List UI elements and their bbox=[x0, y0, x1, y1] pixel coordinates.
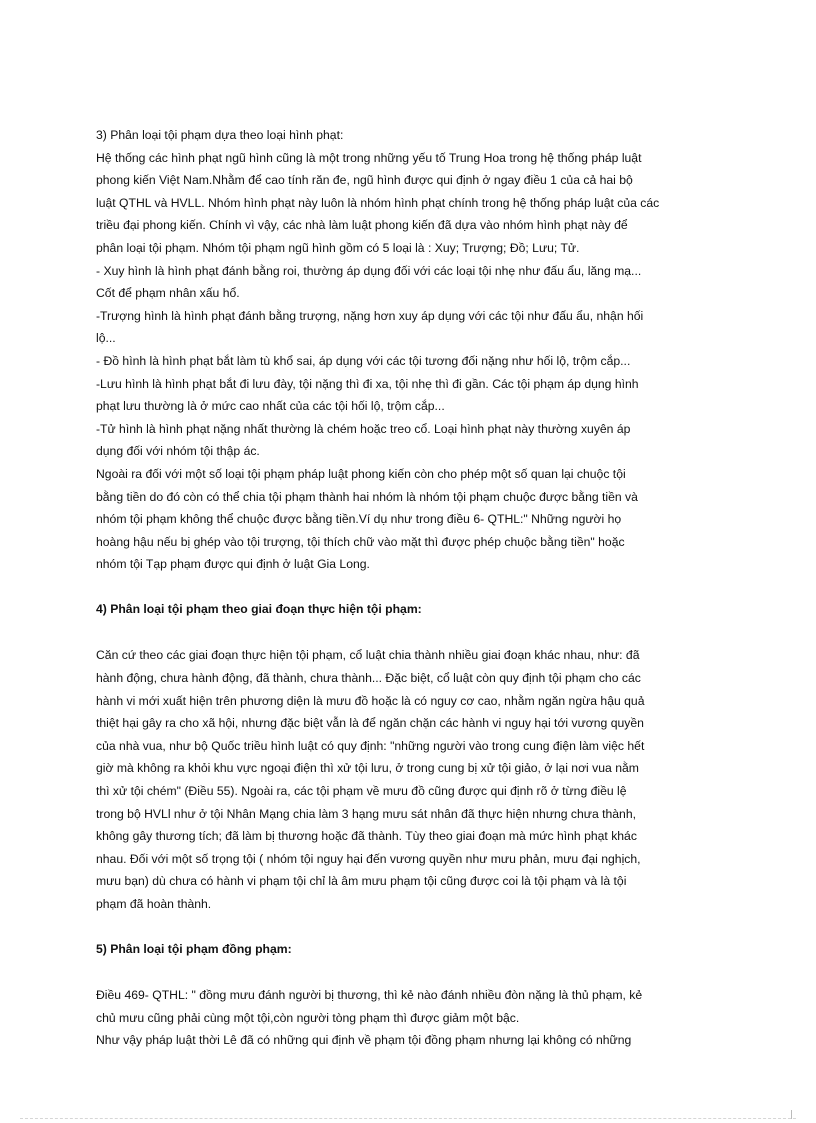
paragraph-line: bằng tiền do đó còn có thể chia tội phạm thành hai nhóm là nhóm tội phạm chuộc được bằng tiền và bbox=[96, 489, 638, 504]
paragraph-line: lộ... bbox=[96, 331, 116, 346]
paragraph-line: Điều 469- QTHL: " đồng mưu đánh người bị thương, thì kẻ nào đánh nhiều đòn nặng là thủ phạm, kẻ bbox=[96, 988, 643, 1003]
paragraph-line: Hệ thống các hình phạt ngũ hình cũng là một trong những yếu tố Trung Hoa trong hệ thống pháp luật bbox=[96, 150, 642, 165]
paragraph-line: -Tử hình là hình phạt nặng nhất thường là chém hoặc treo cổ. Loại hình phạt này thường xuyên áp bbox=[96, 421, 631, 436]
paragraph-line: Như vậy pháp luật thời Lê đã có những qui định về phạm tội đồng phạm nhưng lại không có những bbox=[96, 1033, 632, 1048]
paragraph-line: trong bộ HVLl như ở tội Nhân Mạng chia làm 3 hạng mưu sát nhân đã thực hiện nhưng chưa thành, bbox=[96, 806, 636, 821]
paragraph-line: hành vi mới xuất hiện trên phương diện là mưu đồ hoặc là có nguy cơ cao, nhằm ngăn ngừa hậu quả bbox=[96, 693, 645, 708]
paragraph-line: của nhà vua, như bộ Quốc triều hình luật có quy định: "những người vào trong cung điện làm việc hết bbox=[96, 738, 645, 753]
spacer bbox=[96, 916, 722, 938]
paragraph-line: luật QTHL và HVLL. Nhóm hình phạt này luôn là nhóm hình phạt chính trong hệ thống pháp luật của các bbox=[96, 195, 660, 210]
section-5 bbox=[96, 938, 722, 1052]
paragraph-line: - Đồ hình là hình phạt bắt làm tù khổ sai, áp dụng với các tội tương đối nặng như hối lộ, trộm cắp... bbox=[96, 353, 631, 368]
paragraph-line: nhóm tội phạm không thể chuộc được bằng tiền.Ví dụ như trong điều 6- QTHL:" Những người họ bbox=[96, 512, 622, 527]
paragraph-line: phạm đã hoàn thành. bbox=[96, 897, 212, 911]
paragraph-line: Cốt để phạm nhân xấu hổ. bbox=[96, 286, 240, 301]
paragraph-line: - Xuy hình là hình phạt đánh bằng roi, thường áp dụng đối với các loại tội nhẹ như đấu ẩu, lăng mạ... bbox=[96, 263, 642, 278]
paragraph-line: triều đại phong kiến. Chính vì vậy, các nhà làm luật phong kiến đã dựa vào nhóm hình phạt này để bbox=[96, 218, 628, 233]
section-heading: 4) Phân loại tội phạm theo giai đoạn thực hiện tội phạm: bbox=[96, 601, 422, 616]
paragraph-line: phân loại tội phạm. Nhóm tội phạm ngũ hình gồm có 5 loại là : Xuy; Trượng; Đồ; Lưu; Tử. bbox=[96, 240, 580, 255]
paragraph-line: mưu bạn) dù chưa có hành vi phạm tội chỉ là âm mưu phạm tội cũng được coi là tội phạm và là tội bbox=[96, 874, 627, 889]
page-bottom-divider bbox=[20, 1118, 796, 1119]
paragraph-line: chủ mưu cũng phải cùng một tội,còn người tòng phạm thì được giảm một bậc. bbox=[96, 1010, 520, 1025]
paragraph-line: phong kiến Việt Nam.Nhằm để cao tính răn đe, ngũ hình được qui định ở ngay điều 1 của cả hai bộ bbox=[96, 173, 633, 188]
document-page bbox=[96, 124, 722, 1052]
spacer bbox=[96, 576, 722, 598]
paragraph-line: dụng đối với nhóm tội thập ác. bbox=[96, 444, 260, 459]
paragraph-line: nhau. Đối với một số trọng tội ( nhóm tội nguy hại đến vương quyền như mưu phản, mưu đại nghịch, bbox=[96, 851, 641, 866]
spacer bbox=[96, 960, 722, 984]
paragraph-line: -Lưu hình là hình phạt bắt đi lưu đày, tội nặng thì đi xa, tội nhẹ thì đi gần. Các tội phạm áp dụng hình bbox=[96, 376, 639, 391]
paragraph-line: phạt lưu thường là ở mức cao nhất của các tội hối lộ, trộm cắp... bbox=[96, 399, 445, 414]
paragraph-line: thì xử tội chém" (Điều 55). Ngoài ra, các tội phạm về mưu đồ cũng được qui định rõ ở từng điều lệ bbox=[96, 784, 627, 799]
spacer bbox=[96, 620, 722, 644]
page-corner-mark bbox=[791, 1110, 792, 1119]
paragraph-line: thiệt hại gây ra cho xã hội, nhưng đặc biệt vẫn là để ngăn chặn các hành vi nguy hại tới vương quyền bbox=[96, 716, 644, 731]
section-4 bbox=[96, 598, 722, 916]
paragraph-line: nhóm tội Tạp phạm được qui định ở luật Gia Long. bbox=[96, 557, 370, 572]
paragraph-line: không gây thương tích; đã làm bị thương hoặc đã thành. Tùy theo giai đoạn mà mức hình phạt khác bbox=[96, 829, 637, 844]
section-heading: 3) Phân loại tội phạm dựa theo loại hình phạt: bbox=[96, 128, 344, 142]
paragraph-line: -Trượng hình là hình phạt đánh bằng trượng, nặng hơn xuy áp dụng với các tội như đấu ẩu, nhận hối bbox=[96, 308, 644, 323]
section-heading: 5) Phân loại tội phạm đồng phạm: bbox=[96, 941, 292, 956]
section-3 bbox=[96, 124, 722, 576]
paragraph-line: Ngoài ra đối với một số loại tội phạm pháp luật phong kiến còn cho phép một số quan lại chuộc tội bbox=[96, 466, 626, 481]
paragraph-line: Căn cứ theo các giai đoạn thực hiện tội phạm, cổ luật chia thành nhiều giai đoạn khác nhau, như: đã bbox=[96, 648, 640, 663]
paragraph-line: hành động, chưa hành động, đã thành, chưa thành... Đặc biệt, cổ luật còn quy định tội phạm cho các bbox=[96, 671, 641, 686]
paragraph-line: giờ mà không ra khỏi khu vực ngoại điện thì xử tội lưu, ở trong cung bị xử tội giảo, ở lại nơi vua nằm bbox=[96, 761, 639, 776]
paragraph-line: hoàng hậu nếu bị ghép vào tội trượng, tội thích chữ vào mặt thì được phép chuộc bằng tiền" hoặc bbox=[96, 534, 625, 549]
